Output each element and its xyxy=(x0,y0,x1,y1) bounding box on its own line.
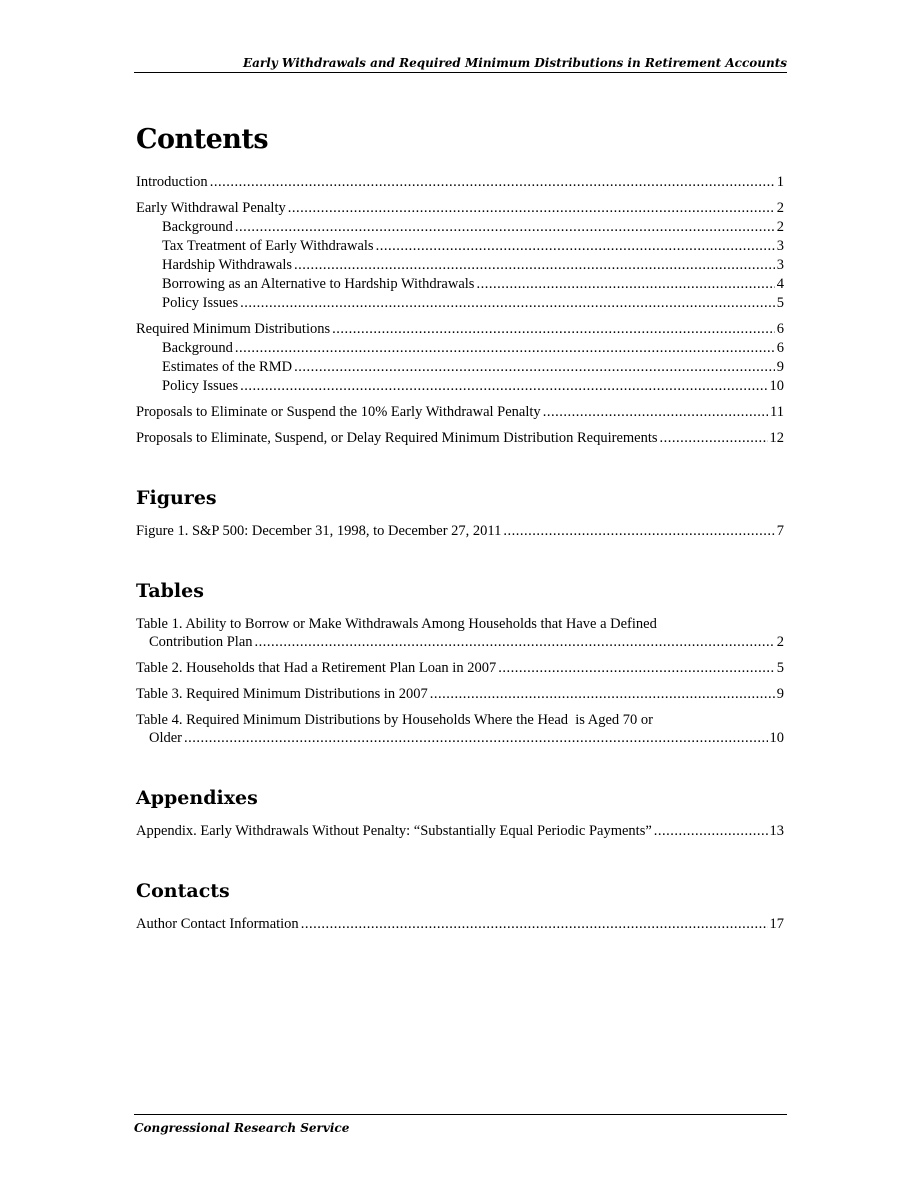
toc-label: Hardship Withdrawals xyxy=(162,257,293,273)
toc-entry-hardship-withdrawals[interactable] xyxy=(136,256,784,274)
toc-label: Table 2. Households that Had a Retirement Plan Loan in 2007 xyxy=(136,660,497,676)
toc-page: 6 xyxy=(776,321,784,337)
contacts-heading: Contacts xyxy=(136,880,230,902)
toc-page: 10 xyxy=(769,730,784,746)
toc-entry-table-1[interactable] xyxy=(136,615,784,651)
toc-label: Proposals to Eliminate, Suspend, or Delay Required Minimum Distribution Requirements xyxy=(136,430,658,446)
toc-label: Tax Treatment of Early Withdrawals xyxy=(162,238,374,254)
leader-dots xyxy=(376,237,775,255)
toc-entry-background-2[interactable] xyxy=(136,339,784,357)
leader-dots xyxy=(240,294,775,312)
leader-dots xyxy=(184,729,767,747)
toc-entry-appendix[interactable] xyxy=(136,822,784,840)
leader-dots xyxy=(476,275,774,293)
toc-page: 17 xyxy=(769,916,784,932)
toc-entry-figure-1[interactable] xyxy=(136,522,784,540)
toc-entry-policy-issues-1[interactable] xyxy=(136,294,784,312)
toc-page: 13 xyxy=(769,823,784,839)
toc-page: 6 xyxy=(776,340,784,356)
toc-page: 7 xyxy=(776,523,784,539)
toc-entry-table-2[interactable] xyxy=(136,659,784,677)
toc-label-line2: Contribution Plan xyxy=(149,634,253,650)
toc-label: Figure 1. S&P 500: December 31, 1998, to December 27, 2011 xyxy=(136,523,502,539)
toc-label: Policy Issues xyxy=(162,378,239,394)
toc-label: Proposals to Eliminate or Suspend the 10% Early Withdrawal Penalty xyxy=(136,404,541,420)
toc-label: Early Withdrawal Penalty xyxy=(136,200,286,216)
toc-entry-early-withdrawal-penalty[interactable] xyxy=(136,199,784,217)
toc-label-line1: Table 4. Required Minimum Distributions by Households Where the Head is Aged 70 or xyxy=(136,712,654,728)
toc-entry-table-3[interactable] xyxy=(136,685,784,703)
toc-page: 12 xyxy=(769,430,784,446)
running-header: Early Withdrawals and Required Minimum Distributions in Retirement Accounts xyxy=(134,56,787,73)
leader-dots xyxy=(301,915,768,933)
toc-entry-required-minimum-distributions[interactable] xyxy=(136,320,784,338)
toc-label-line1: Table 1. Ability to Borrow or Make Withdrawals Among Households that Have a Defined xyxy=(136,616,657,632)
contacts-section xyxy=(136,880,784,933)
toc-page: 9 xyxy=(776,359,784,375)
leader-dots xyxy=(660,429,768,447)
running-footer: Congressional Research Service xyxy=(134,1114,787,1135)
toc-page: 3 xyxy=(776,238,784,254)
toc-page: 2 xyxy=(776,634,784,650)
leader-dots xyxy=(235,339,775,357)
toc-page: 4 xyxy=(776,276,784,292)
toc-label: Author Contact Information xyxy=(136,916,299,932)
toc-label: Introduction xyxy=(136,174,208,190)
toc-page: 3 xyxy=(776,257,784,273)
figures-section xyxy=(136,487,784,540)
toc-page: 9 xyxy=(776,686,784,702)
toc-entry-policy-issues-2[interactable] xyxy=(136,377,784,395)
appendixes-heading: Appendixes xyxy=(136,787,258,809)
leader-dots xyxy=(294,256,775,274)
toc-entry-borrowing[interactable] xyxy=(136,275,784,293)
leader-dots xyxy=(498,659,775,677)
leader-dots xyxy=(210,173,775,191)
leader-dots xyxy=(332,320,775,338)
tables-section xyxy=(136,580,784,747)
leader-dots xyxy=(288,199,775,217)
toc-page: 5 xyxy=(776,660,784,676)
toc-page: 2 xyxy=(776,200,784,216)
table-of-contents xyxy=(136,124,784,941)
toc-page: 10 xyxy=(769,378,784,394)
toc-entry-introduction[interactable] xyxy=(136,173,784,191)
toc-entry-table-4[interactable] xyxy=(136,711,784,747)
leader-dots xyxy=(240,377,767,395)
leader-dots xyxy=(430,685,775,703)
toc-entry-tax-treatment[interactable] xyxy=(136,237,784,255)
leader-dots xyxy=(255,633,775,651)
toc-label: Borrowing as an Alternative to Hardship Withdrawals xyxy=(162,276,475,292)
leader-dots xyxy=(654,822,768,840)
toc-label: Policy Issues xyxy=(162,295,239,311)
leader-dots xyxy=(294,358,775,376)
toc-label: Appendix. Early Withdrawals Without Penalty: “Substantially Equal Periodic Payments” xyxy=(136,823,652,839)
toc-entry-proposals-rmd[interactable] xyxy=(136,429,784,447)
toc-page: 5 xyxy=(776,295,784,311)
toc-entry-proposals-penalty[interactable] xyxy=(136,403,784,421)
toc-page: 2 xyxy=(776,219,784,235)
tables-heading: Tables xyxy=(136,580,204,602)
leader-dots xyxy=(543,403,768,421)
toc-entry-background-1[interactable] xyxy=(136,218,784,236)
toc-page: 11 xyxy=(770,404,784,420)
figures-heading: Figures xyxy=(136,487,217,509)
toc-label: Estimates of the RMD xyxy=(162,359,293,375)
toc-label: Background xyxy=(162,340,233,356)
toc-entry-author-contact[interactable] xyxy=(136,915,784,933)
appendixes-section xyxy=(136,787,784,840)
toc-page: 1 xyxy=(776,174,784,190)
toc-label: Required Minimum Distributions xyxy=(136,321,331,337)
toc-label: Background xyxy=(162,219,233,235)
leader-dots xyxy=(235,218,775,236)
contents-heading: Contents xyxy=(136,124,269,155)
toc-label-line2: Older xyxy=(149,730,183,746)
leader-dots xyxy=(503,522,774,540)
toc-label: Table 3. Required Minimum Distributions in 2007 xyxy=(136,686,428,702)
toc-entry-estimates-rmd[interactable] xyxy=(136,358,784,376)
